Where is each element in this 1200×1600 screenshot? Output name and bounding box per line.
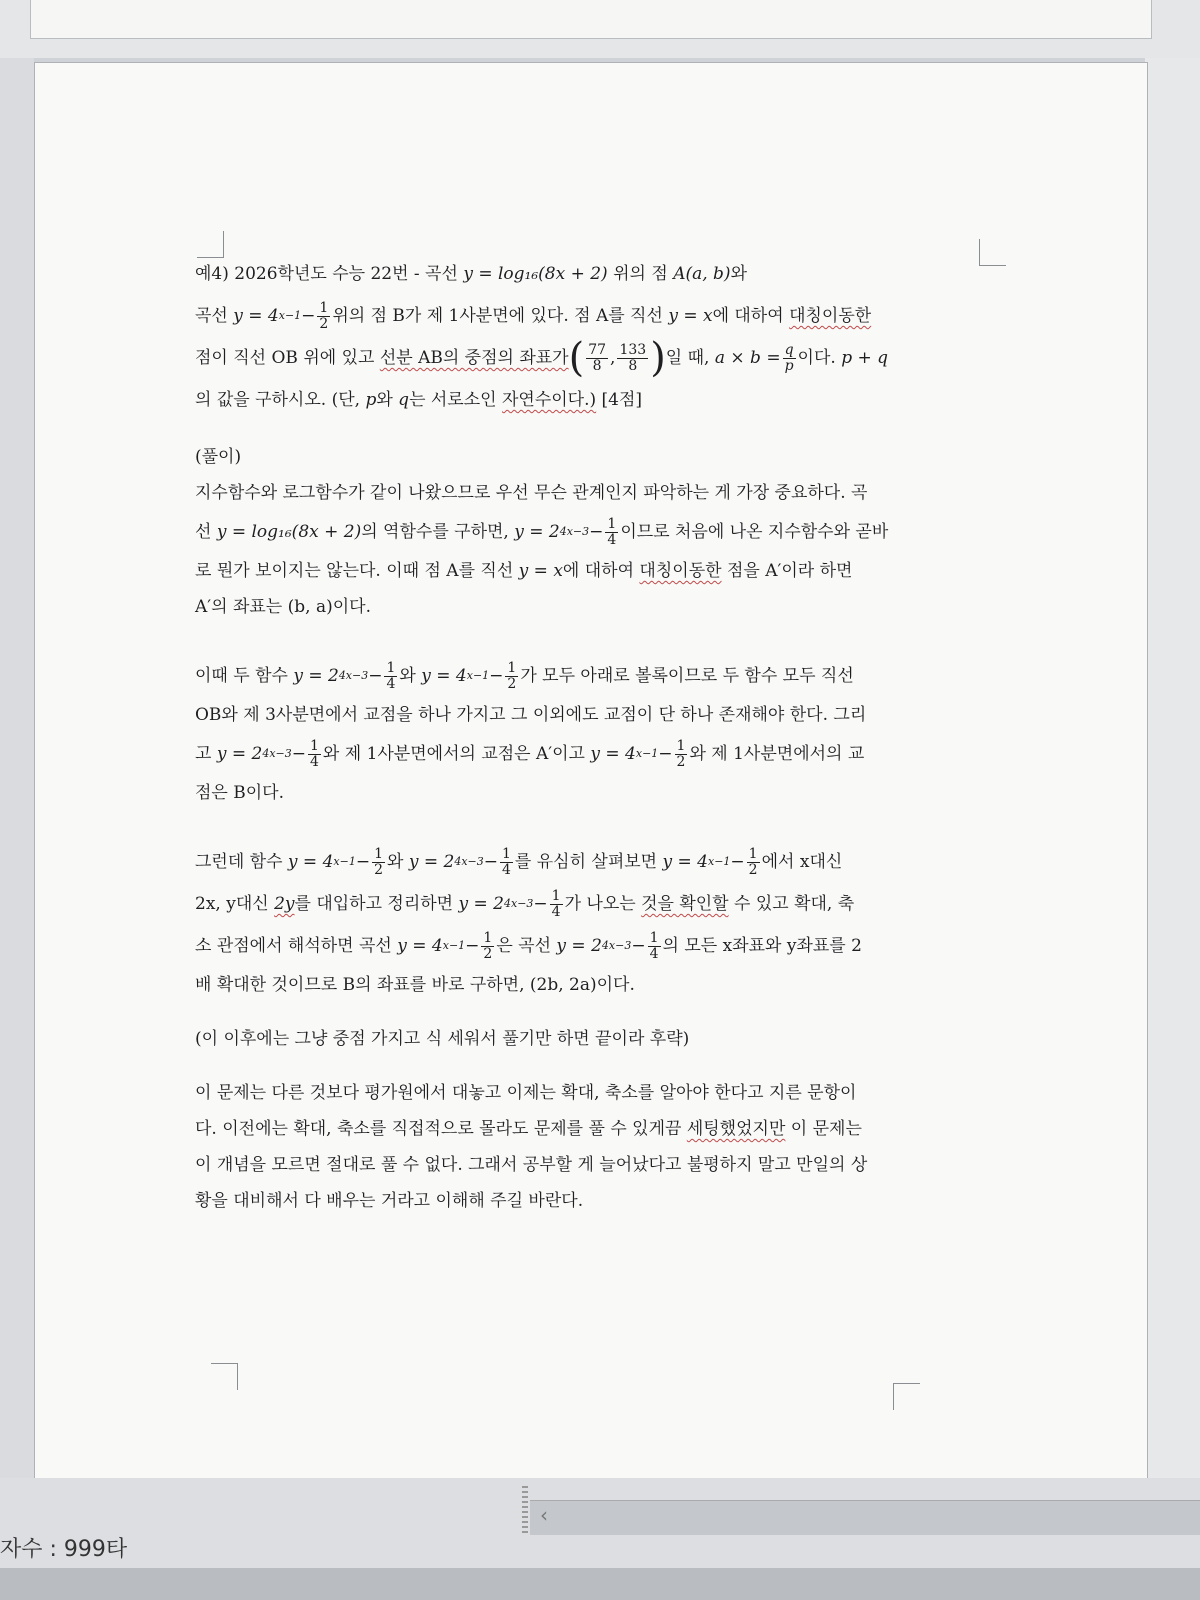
text: 다. 이전에는 확대, 축소를 직접적으로 몰라도 문제를 풀 수 있게끔 bbox=[195, 1119, 682, 1139]
solution-line-3 bbox=[195, 553, 995, 589]
func-base: y = 2 bbox=[293, 666, 339, 686]
document-body[interactable] bbox=[195, 253, 995, 1219]
fraction-one-quarter bbox=[648, 931, 661, 962]
func-power: x−1 bbox=[635, 747, 659, 760]
problem-line-1 bbox=[195, 253, 995, 295]
comment-line-1 bbox=[195, 1075, 995, 1111]
func-power: x−1 bbox=[708, 855, 731, 868]
minus: − bbox=[730, 852, 745, 872]
text: 위의 점 bbox=[613, 264, 668, 284]
minus: − bbox=[489, 666, 504, 686]
text: 를 유심히 살펴보면 bbox=[514, 852, 658, 872]
frac-den: 4 bbox=[551, 903, 561, 920]
func-power: 4x−3 bbox=[601, 939, 632, 952]
text: 그런데 함수 bbox=[195, 852, 283, 872]
split-grip[interactable] bbox=[522, 1486, 528, 1534]
midpoint-x bbox=[586, 343, 608, 374]
left-gutter bbox=[0, 58, 34, 1478]
minus: − bbox=[301, 306, 316, 326]
frac-num: 1 bbox=[551, 887, 561, 904]
problem-line-3: 점이 직선 OB 위에 있고 선분 AB의 중점의 좌표가 ( $\frac{77}{8}$ , $\frac{133}{8}$ ) 일 때, a × b = $\frac{q}{p}$ 이다. p + q bbox=[195, 335, 889, 381]
func-base: y = 2 bbox=[458, 894, 504, 914]
text: 황을 대비해서 다 배우는 거라고 이해해 주길 바란다. bbox=[195, 1191, 584, 1211]
func-base: y = 4 bbox=[590, 744, 636, 764]
frac-num: 1 bbox=[374, 845, 383, 862]
product-ab: a × b = bbox=[714, 348, 781, 368]
frac-den: 2 bbox=[676, 753, 686, 770]
minus: − bbox=[658, 744, 673, 764]
spellcheck-word: 2y bbox=[274, 894, 295, 914]
spellcheck-word: 자연수이다.) bbox=[501, 390, 597, 410]
exp-power: x−1 bbox=[278, 309, 302, 322]
func-power: x−1 bbox=[442, 939, 466, 952]
problem-line-4 bbox=[195, 379, 995, 421]
frac-num: 1 bbox=[748, 845, 758, 862]
margin-mark-bottom-left bbox=[211, 1363, 238, 1390]
horizontal-scrollbar[interactable] bbox=[530, 1500, 1200, 1535]
fraction-one-half bbox=[505, 661, 518, 692]
exp-base: y = 4 bbox=[233, 306, 279, 326]
text: 에 대하여 bbox=[712, 306, 784, 326]
taskbar bbox=[0, 1568, 1200, 1600]
text: 곡선 bbox=[195, 306, 228, 326]
scroll-left-icon[interactable]: ‹ bbox=[540, 1503, 548, 1527]
spellcheck-word: 세팅했었지만 bbox=[686, 1119, 786, 1139]
text: 에서 bbox=[761, 852, 795, 872]
text: 점은 B이다. bbox=[195, 783, 284, 803]
frac-den: 4 bbox=[310, 753, 319, 770]
text: (이 이후에는 그냥 중점 가지고 식 세워서 풀기만 하면 끝이라 후략) bbox=[195, 1029, 690, 1049]
comment-line-3 bbox=[195, 1147, 995, 1183]
frac-den: 8 bbox=[592, 357, 602, 374]
spellcheck-word: 대칭이동한 bbox=[789, 306, 872, 326]
minus: − bbox=[483, 852, 498, 872]
paren-open: ( bbox=[568, 335, 585, 381]
document-page[interactable] bbox=[34, 62, 1148, 1482]
text: 의 모든 x좌표와 y좌표를 2 bbox=[662, 936, 862, 956]
text: 수 있고 확대, 축 bbox=[734, 894, 855, 914]
text: x대신 bbox=[799, 852, 843, 872]
func-base: y = 4 bbox=[287, 852, 334, 872]
func-base: y = 2 bbox=[216, 744, 263, 764]
func-power: 4x−3 bbox=[262, 747, 292, 760]
text: 배 확대한 것이므로 B의 좌표를 바로 구하면, (2b, 2a)이다. bbox=[195, 975, 635, 995]
minus: − bbox=[355, 852, 371, 872]
frac-den: 2 bbox=[483, 945, 493, 962]
func-power: 4x−3 bbox=[504, 897, 534, 910]
frac-den: 8 bbox=[628, 357, 638, 374]
text: 로 뭔가 보이지는 않는다. 이때 점 A를 직선 bbox=[195, 561, 514, 581]
inverse-power: 4x−3 bbox=[559, 525, 590, 538]
para3-line-4 bbox=[195, 967, 995, 1003]
text: 와 bbox=[399, 666, 416, 686]
frac-num: 1 bbox=[319, 299, 329, 316]
fraction-one-quarter bbox=[550, 889, 563, 920]
minus: − bbox=[533, 894, 548, 914]
points-label: [4점] bbox=[601, 390, 643, 410]
text: 에 대하여 bbox=[562, 561, 635, 581]
fraction-one-quarter bbox=[384, 661, 397, 692]
problem-intro: 예4) 2026학년도 수능 22번 - 곡선 bbox=[195, 264, 458, 284]
func-power: 4x−3 bbox=[454, 855, 484, 868]
spellcheck-phrase: 것을 확인할 bbox=[641, 894, 729, 914]
text: 와 bbox=[730, 264, 747, 284]
text: 소 관점에서 해석하면 곡선 bbox=[195, 936, 392, 956]
text: 를 대입하고 정리하면 bbox=[294, 894, 454, 914]
para2-line-1 bbox=[195, 655, 995, 697]
text: 이다. bbox=[797, 348, 836, 368]
text: 이 문제는 다른 것보다 평가원에서 대놓고 이제는 확대, 축소를 알아야 한다고 지른 문항이 bbox=[195, 1083, 857, 1103]
fraction-one-half bbox=[317, 301, 330, 332]
text: OB와 제 3사분면에서 교점을 하나 가지고 그 이외에도 교점이 단 하나 존재해야 한다. 그리 bbox=[195, 705, 867, 725]
func-base: y = 2 bbox=[556, 936, 602, 956]
para3-line-2 bbox=[195, 883, 995, 925]
frac-den: p bbox=[784, 357, 794, 374]
solution-line-1 bbox=[195, 475, 995, 511]
minus: − bbox=[631, 936, 646, 956]
text: A′의 좌표는 (b, a)이다. bbox=[195, 597, 371, 617]
frac-den: 2 bbox=[507, 675, 517, 692]
frac-num: q bbox=[784, 341, 794, 358]
line-y-x: y = x bbox=[668, 306, 713, 326]
fraction-one-half bbox=[481, 931, 494, 962]
sum-pq: p + q bbox=[841, 348, 889, 368]
comment-line-4 bbox=[195, 1183, 995, 1219]
frac-num: 1 bbox=[676, 737, 686, 754]
next-page-edge bbox=[1145, 58, 1200, 1478]
frac-den: 2 bbox=[319, 315, 329, 332]
log-equation: y = log₁₆(8x + 2) bbox=[463, 264, 608, 284]
fraction-one-half bbox=[675, 739, 688, 770]
frac-num: 1 bbox=[310, 737, 319, 754]
frac-den: 2 bbox=[374, 861, 383, 878]
text: 와 bbox=[376, 390, 393, 410]
text: 이므로 처음에 나온 지수함수와 곧바 bbox=[620, 522, 889, 542]
solution-line-2 bbox=[195, 511, 995, 553]
spellcheck-phrase: 선분 AB의 중점의 좌표가 bbox=[379, 348, 569, 368]
spellcheck-word: 대칭이동한 bbox=[639, 561, 722, 581]
text: 선 bbox=[195, 522, 212, 542]
para2-line-3 bbox=[195, 733, 995, 775]
fraction-one-half bbox=[372, 847, 385, 878]
minus: − bbox=[465, 936, 480, 956]
frac-num: 133 bbox=[619, 341, 647, 358]
note-line bbox=[195, 1021, 995, 1057]
func-base: y = 4 bbox=[421, 666, 467, 686]
inverse-base: y = 2 bbox=[514, 522, 560, 542]
text: 지수함수와 로그함수가 같이 나왔으므로 우선 무슨 관계인지 파악하는 게 가장 중요하다. 곡 bbox=[195, 483, 868, 503]
frac-num: 77 bbox=[588, 341, 607, 358]
previous-page-bottom bbox=[30, 0, 1152, 39]
fraction-one-half bbox=[747, 847, 760, 878]
func-base: y = 4 bbox=[662, 852, 708, 872]
text: 가 모두 아래로 볼록이므로 두 함수 모두 직선 bbox=[520, 666, 854, 686]
frac-num: 1 bbox=[607, 515, 617, 532]
text: 이 문제는 bbox=[790, 1119, 862, 1139]
frac-num: 1 bbox=[502, 845, 511, 862]
paren-close: ) bbox=[650, 335, 666, 381]
text: 점을 A′이라 하면 bbox=[726, 561, 853, 581]
text: 고 bbox=[195, 744, 212, 764]
frac-den: 4 bbox=[649, 945, 659, 962]
text: 은 곡선 bbox=[496, 936, 552, 956]
func-power: 4x−3 bbox=[338, 669, 369, 682]
fraction-one-quarter bbox=[308, 739, 321, 770]
line-y-x: y = x bbox=[518, 561, 563, 581]
midpoint-y bbox=[617, 343, 648, 374]
frac-den: 4 bbox=[607, 531, 617, 548]
text: 위의 점 B가 제 1사분면에 있다. 점 A를 직선 bbox=[332, 306, 663, 326]
point-a: A(a, b) bbox=[673, 264, 731, 284]
frac-num: 1 bbox=[483, 929, 493, 946]
frac-den: 4 bbox=[386, 675, 396, 692]
func-power: x−1 bbox=[466, 669, 490, 682]
text: 는 서로소인 bbox=[409, 390, 497, 410]
frac-den: 2 bbox=[748, 861, 758, 878]
text: 의 값을 구하시오. (단, bbox=[195, 390, 361, 410]
heading: (풀이) bbox=[195, 447, 242, 467]
log-equation: y = log₁₆(8x + 2) bbox=[216, 522, 362, 542]
comment-line-2 bbox=[195, 1111, 995, 1147]
solution-heading bbox=[195, 439, 995, 475]
para2-line-4 bbox=[195, 775, 995, 811]
para3-line-3 bbox=[195, 925, 995, 967]
margin-mark-bottom-right bbox=[893, 1383, 920, 1410]
minus: − bbox=[291, 744, 306, 764]
frac-num: 1 bbox=[386, 659, 396, 676]
text: 2x, y대신 bbox=[195, 894, 269, 914]
para3-line-1 bbox=[195, 841, 995, 883]
para2-line-2 bbox=[195, 697, 995, 733]
text: 점이 직선 OB 위에 있고 bbox=[195, 348, 375, 368]
text: 와 제 1사분면에서의 교 bbox=[689, 744, 865, 764]
frac-den: 4 bbox=[502, 861, 511, 878]
text: 가 나오는 bbox=[564, 894, 636, 914]
fraction-one-quarter bbox=[605, 517, 618, 548]
minus: − bbox=[368, 666, 383, 686]
minus: − bbox=[589, 522, 604, 542]
text: 와 bbox=[387, 852, 404, 872]
char-count-status: 자수 : 999타 bbox=[0, 1537, 128, 1562]
func-base: y = 2 bbox=[408, 852, 455, 872]
fraction-one-quarter bbox=[500, 847, 513, 878]
frac-num: 1 bbox=[649, 929, 659, 946]
var-q: q bbox=[398, 390, 410, 410]
text: 의 역함수를 구하면, bbox=[361, 522, 509, 542]
text: 일 때, bbox=[665, 348, 710, 368]
func-power: x−1 bbox=[333, 855, 356, 868]
var-p: p bbox=[365, 390, 377, 410]
frac-num: 1 bbox=[507, 659, 517, 676]
func-base: y = 4 bbox=[397, 936, 443, 956]
text: 와 제 1사분면에서의 교점은 A′이고 bbox=[322, 744, 585, 764]
text: 이 개념을 모르면 절대로 풀 수 없다. 그래서 공부할 게 늘어났다고 불평하지 말고 만일의 상 bbox=[195, 1155, 868, 1175]
problem-line-2 bbox=[195, 295, 995, 337]
solution-line-4 bbox=[195, 589, 995, 625]
fraction-q-p bbox=[783, 343, 796, 374]
text: 이때 두 함수 bbox=[195, 666, 288, 686]
